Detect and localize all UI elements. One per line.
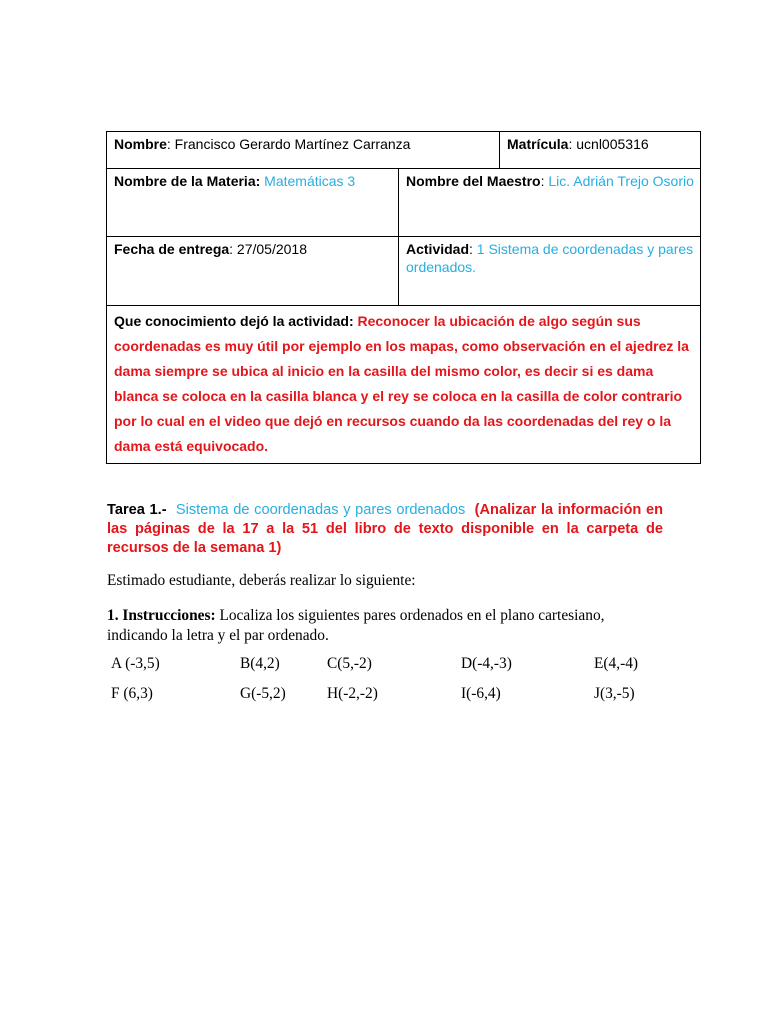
pair-c: C(5,-2) [327, 655, 372, 672]
instructions-text: Localiza los siguientes pares ordenados en el plano cartesiano, indicando la letra y el par ordenado. [107, 607, 605, 644]
instructions-label: 1. Instrucciones: [107, 607, 216, 624]
pair-g: G(-5,2) [240, 685, 286, 702]
conocimiento-value: Reconocer la ubicación de algo según sus coordenadas es muy útil por ejemplo en los mapas, como observación en el ajedrez la dama siempre se ubica al inicio en la casilla del mismo color, es decir si es dama blanca se coloca en la casilla blanca y el rey se coloca en la casilla de color contrario por lo cual en el video que dejó en recursos cuando da las coordenadas del rey o la dama está equivocado. [114, 313, 689, 454]
tarea-heading [107, 501, 663, 558]
tarea-label: Tarea 1.- [107, 502, 167, 518]
pair-i: I(-6,4) [461, 685, 501, 702]
fecha-label: Fecha de entrega [114, 241, 230, 257]
conocimiento-cell [107, 306, 701, 464]
pair-f: F (6,3) [111, 685, 153, 702]
nombre-value: : Francisco Gerardo Martínez Carranza [166, 136, 411, 152]
nombre-cell [107, 132, 500, 169]
student-info-table [106, 131, 701, 464]
pairs-row [111, 685, 671, 715]
actividad-label: Actividad [406, 241, 470, 257]
pair-j: J(3,-5) [594, 685, 635, 702]
pair-e: E(4,-4) [594, 655, 639, 672]
matricula-label: Matrícula [507, 136, 569, 152]
fecha-value: : 27/05/2018 [229, 241, 308, 257]
pair-a: A (-3,5) [111, 655, 160, 672]
fecha-cell [107, 237, 399, 306]
instructions-paragraph [107, 606, 667, 646]
matricula-value: : ucnl005316 [568, 136, 649, 152]
materia-label: Nombre de la Materia: [114, 173, 261, 189]
pairs-row [111, 655, 671, 685]
pair-b: B(4,2) [240, 655, 280, 672]
matricula-cell [500, 132, 701, 169]
nombre-label: Nombre [114, 136, 167, 152]
pair-d: D(-4,-3) [461, 655, 512, 672]
maestro-value: Lic. Adrián Trejo Osorio [544, 173, 694, 189]
materia-value: Matemáticas 3 [260, 173, 356, 189]
maestro-cell [399, 169, 701, 237]
actividad-value: 1 Sistema de coordenadas y pares ordenados. [406, 241, 694, 275]
intro-text: Estimado estudiante, deberás realizar lo siguiente: [107, 572, 416, 589]
maestro-label: Nombre del Maestro [406, 173, 541, 189]
tarea-note: (Analizar la información en las páginas de la 17 a la 51 del libro de texto disponible en la carpeta de recursos de la semana 1) [107, 502, 663, 556]
tarea-title: Sistema de coordenadas y pares ordenados [175, 502, 466, 518]
materia-cell [107, 169, 399, 237]
pair-h: H(-2,-2) [327, 685, 378, 702]
ordered-pairs-list [111, 655, 671, 715]
maestro-colon: : [540, 173, 545, 189]
actividad-colon: : [469, 241, 473, 257]
conocimiento-label: Que conocimiento dejó la actividad: [114, 313, 354, 329]
actividad-cell [399, 237, 701, 306]
